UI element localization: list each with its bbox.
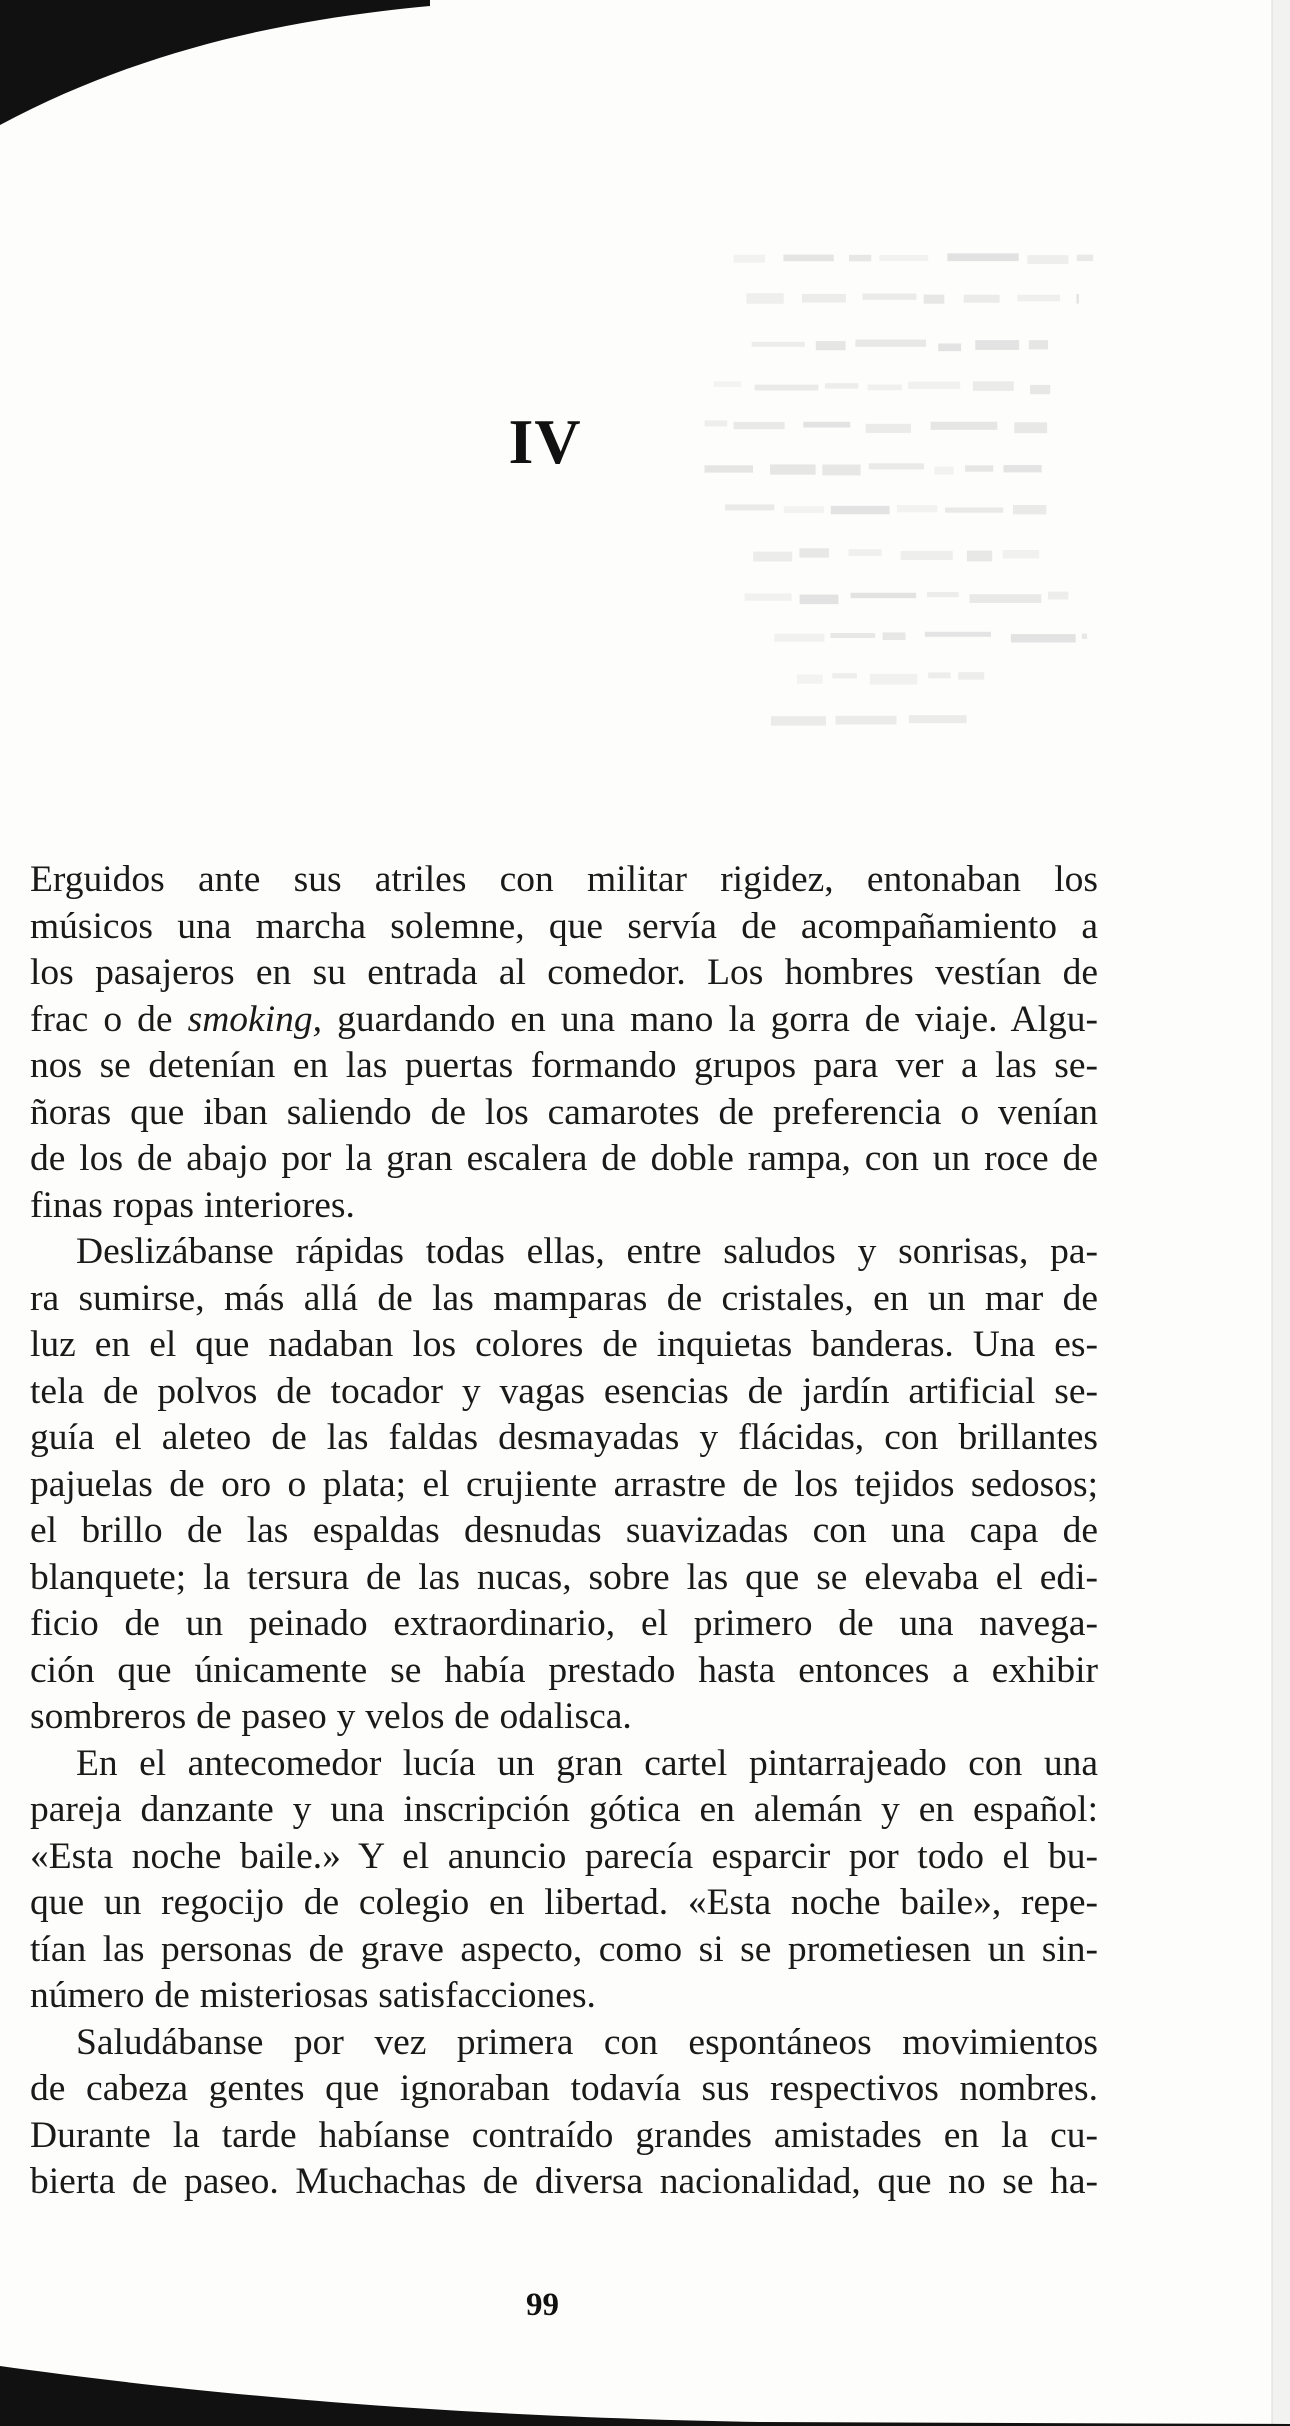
bleed-mark bbox=[938, 344, 961, 352]
bleed-mark bbox=[924, 295, 945, 304]
text-line bbox=[30, 904, 1098, 951]
bleed-mark bbox=[973, 381, 1014, 391]
bleed-mark bbox=[958, 672, 984, 680]
italic-word: smoking, bbox=[187, 998, 322, 1040]
text-run: número de misteriosas satisfacciones. bbox=[30, 1975, 596, 2016]
bleed-mark bbox=[947, 253, 1018, 261]
text-line bbox=[30, 1090, 1098, 1137]
text-line bbox=[30, 1555, 1098, 1602]
bleed-mark bbox=[901, 551, 953, 560]
bleed-mark bbox=[802, 294, 846, 303]
bleed-mark bbox=[1082, 634, 1087, 639]
text-line bbox=[30, 1973, 1098, 2020]
bleed-mark bbox=[855, 340, 926, 347]
scan-shadow-top bbox=[0, 0, 430, 140]
text-line bbox=[30, 1601, 1098, 1648]
text-run: ficio de un peinado extraordinario, el primero de una navega- bbox=[30, 1603, 1098, 1644]
text-run: músicos una marcha solemne, que servía de acompañamiento a bbox=[30, 905, 1098, 947]
text-line bbox=[30, 1183, 1098, 1230]
bleed-mark bbox=[897, 505, 937, 512]
text-line bbox=[30, 1648, 1098, 1695]
bleed-mark bbox=[825, 383, 858, 388]
body-text bbox=[30, 857, 1098, 2206]
text-line bbox=[30, 1694, 1098, 1741]
page-number: 99 bbox=[526, 2287, 559, 2323]
chapter-numeral: IV bbox=[508, 406, 582, 477]
text-line bbox=[30, 2020, 1098, 2067]
text-line bbox=[30, 950, 1098, 997]
bleed-mark bbox=[745, 593, 792, 600]
text-run: finas ropas interiores. bbox=[30, 1184, 355, 1226]
text-line bbox=[30, 2113, 1098, 2160]
bleed-mark bbox=[753, 552, 792, 562]
bleed-mark bbox=[967, 551, 992, 562]
text-line bbox=[30, 1787, 1098, 1834]
bleed-mark bbox=[836, 716, 897, 725]
bleed-mark bbox=[945, 508, 1003, 513]
text-run: el brillo de las espaldas desnudas suavizadas con una capa de bbox=[30, 1510, 1098, 1551]
text-run: ra sumirse, más allá de las mamparas de cristales, en un mar de bbox=[30, 1277, 1098, 1319]
bleed-mark bbox=[752, 342, 805, 347]
text-line bbox=[30, 2159, 1098, 2206]
bleed-mark bbox=[1048, 592, 1068, 600]
text-run: guía el aleteo de las faldas desmayadas y flácidas, con brillantes bbox=[30, 1417, 1098, 1458]
bleed-mark bbox=[908, 382, 960, 389]
bleed-mark bbox=[755, 385, 819, 391]
bleed-mark bbox=[863, 294, 917, 300]
bleed-mark bbox=[927, 592, 959, 597]
show-through-text bbox=[680, 230, 1120, 770]
text-run: pajuelas de oro o plata; el crujiente arrastre de los tejidos sedosos; bbox=[30, 1463, 1098, 1505]
text-run: En el antecomedor lucía un gran cartel pintarrajeado con una bbox=[76, 1742, 1098, 1784]
bleed-mark bbox=[771, 716, 826, 725]
text-run: guardando en una mano la gorra de viaje. Algu- bbox=[322, 998, 1098, 1040]
text-run: blanquete; la tersura de las nucas, sobre las que se elevaba el edi- bbox=[30, 1556, 1098, 1598]
text-run: sombreros de paseo y velos de odalisca. bbox=[30, 1696, 632, 1737]
bleed-mark bbox=[816, 341, 846, 350]
bleed-mark bbox=[830, 633, 875, 638]
bleed-mark bbox=[883, 632, 906, 640]
text-run: «Esta noche baile.» Y el anuncio parecía esparcir por todo el bu- bbox=[30, 1835, 1098, 1877]
bleed-mark bbox=[925, 632, 991, 637]
bleed-mark bbox=[909, 715, 967, 723]
text-line bbox=[30, 1508, 1098, 1555]
text-line bbox=[30, 1136, 1098, 1183]
bleed-mark bbox=[1077, 294, 1079, 304]
text-line bbox=[30, 1276, 1098, 1323]
text-run: ñoras que iban saliendo de los camarotes de preferencia o venían bbox=[30, 1091, 1098, 1133]
text-run: Deslizábanse rápidas todas ellas, entre saludos y sonrisas, pa- bbox=[76, 1231, 1098, 1272]
scan-shadow-bottom bbox=[0, 2336, 1290, 2426]
bleed-mark bbox=[849, 549, 882, 556]
bleed-mark bbox=[849, 255, 871, 261]
bleed-mark bbox=[1011, 634, 1076, 642]
bleed-mark bbox=[774, 634, 824, 642]
bleed-mark bbox=[832, 673, 857, 678]
text-line bbox=[30, 1834, 1098, 1881]
bleed-mark bbox=[714, 381, 741, 387]
bleed-mark bbox=[1013, 505, 1046, 514]
text-line bbox=[30, 1043, 1098, 1090]
text-line bbox=[30, 1322, 1098, 1369]
text-run: Durante la tarde habíanse contraído grandes amistades en la cu- bbox=[30, 2114, 1098, 2156]
bleed-mark bbox=[970, 594, 1042, 603]
text-line bbox=[30, 1229, 1098, 1276]
text-run: de los de abajo por la gran escalera de doble rampa, con un roce de bbox=[30, 1138, 1098, 1179]
text-run: de cabeza gentes que ignoraban todavía sus respectivos nombres. bbox=[30, 2068, 1098, 2109]
bleed-mark bbox=[851, 593, 917, 599]
bleed-mark bbox=[725, 504, 774, 510]
text-line bbox=[30, 997, 1098, 1044]
bleed-mark bbox=[928, 672, 951, 678]
bleed-mark bbox=[831, 506, 890, 514]
scan-edge-right bbox=[1254, 0, 1290, 2426]
bleed-mark bbox=[800, 595, 839, 605]
text-line bbox=[30, 1880, 1098, 1927]
text-run: Erguidos ante sus atriles con militar rigidez, entonaban los bbox=[30, 859, 1098, 900]
text-run: luz en el que nadaban los colores de inquietas banderas. Una es- bbox=[30, 1324, 1098, 1365]
bleed-mark bbox=[1030, 385, 1050, 394]
text-line bbox=[30, 2066, 1098, 2113]
bleed-mark bbox=[1027, 255, 1068, 264]
text-line bbox=[30, 1462, 1098, 1509]
text-run: pareja danzante y una inscripción gótica en alemán y en español: bbox=[30, 1789, 1098, 1830]
text-run: ción que únicamente se había prestado hasta entonces a exhibir bbox=[30, 1649, 1098, 1691]
text-line bbox=[30, 1369, 1098, 1416]
bleed-mark bbox=[879, 255, 928, 261]
bleed-mark bbox=[784, 506, 824, 513]
text-line bbox=[30, 1927, 1098, 1974]
bleed-mark bbox=[734, 255, 765, 263]
text-line bbox=[30, 1741, 1098, 1788]
text-run: los pasajeros en su entrada al comedor. Los hombres vestían de bbox=[30, 952, 1098, 993]
bleed-mark bbox=[783, 255, 833, 262]
text-run: nos se detenían en las puertas formando grupos para ver a las se- bbox=[30, 1045, 1098, 1086]
bleed-mark bbox=[868, 384, 902, 390]
bleed-mark bbox=[975, 340, 1019, 350]
bleed-mark bbox=[799, 548, 829, 557]
text-run: Saludábanse por vez primera con espontáneos movimientos bbox=[76, 2021, 1098, 2063]
text-run: que un regocijo de colegio en libertad. «Esta noche baile», repe- bbox=[30, 1882, 1098, 1923]
bleed-mark bbox=[1017, 295, 1060, 302]
text-run: tían las personas de grave aspecto, como si se prometiesen un sin- bbox=[30, 1928, 1098, 1970]
text-line bbox=[30, 1415, 1098, 1462]
text-run: tela de polvos de tocador y vagas esencias de jardín artificial se- bbox=[30, 1370, 1098, 1412]
bleed-mark bbox=[797, 675, 823, 684]
text-run: frac o de bbox=[30, 998, 188, 1040]
bleed-mark bbox=[964, 295, 1000, 303]
text-line bbox=[30, 857, 1098, 904]
bleed-mark bbox=[746, 293, 783, 304]
text-run: bierta de paseo. Muchachas de diversa nacionalidad, que no se ha- bbox=[30, 2161, 1098, 2202]
bleed-mark bbox=[1003, 550, 1040, 558]
bleed-mark bbox=[870, 674, 917, 685]
bleed-mark bbox=[1029, 340, 1048, 349]
bleed-mark bbox=[1077, 255, 1093, 261]
